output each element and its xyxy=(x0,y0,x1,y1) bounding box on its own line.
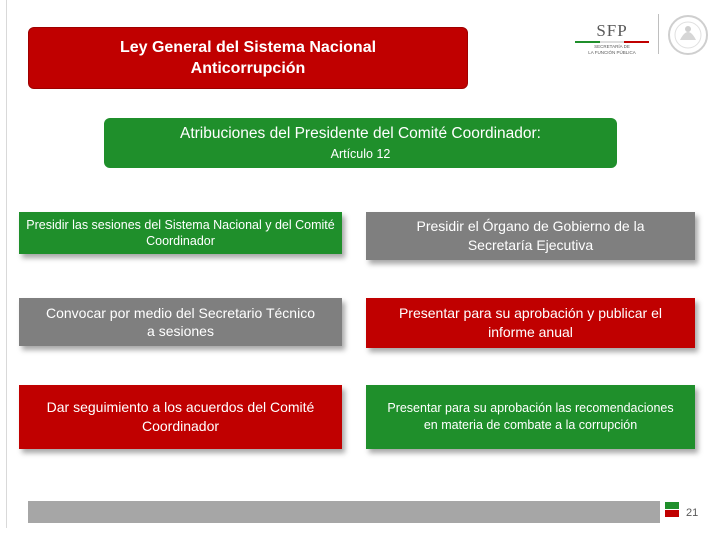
card-convocar xyxy=(19,298,342,346)
card-text: Convocar por medio del Secretario Técnico a sesiones xyxy=(46,305,315,339)
section-heading: Atribuciones del Presidente del Comité Coordinador: xyxy=(179,125,541,142)
card-text: Presidir el Órgano de Gobierno de la Secretaría Ejecutiva xyxy=(416,218,645,253)
footer-bar xyxy=(28,501,660,523)
card-text: Presentar para su aprobación las recomendaciones en materia de combate a la corrupción xyxy=(387,401,674,432)
card-text: Dar seguimiento a los acuerdos del Comité Coordinador xyxy=(46,399,315,434)
card-presentar-recomendaciones xyxy=(366,385,695,449)
title-banner xyxy=(28,27,468,89)
sfp-logo xyxy=(572,14,712,64)
left-border-line xyxy=(6,0,7,528)
card-presidir-sesiones xyxy=(19,212,342,254)
article-reference: Artículo 12 xyxy=(330,147,391,161)
card-text: Presentar para su aprobación y publicar el informe anual xyxy=(398,305,663,340)
title-line-2: Anticorrupción xyxy=(190,60,306,77)
logo-line-2: LA FUNCIÓN PÚBLICA xyxy=(588,50,636,55)
card-presentar-informe xyxy=(366,298,695,348)
logo-line-1: SECRETARÍA DE xyxy=(594,44,630,49)
national-seal-icon xyxy=(666,14,710,56)
tricolor-squares-icon xyxy=(665,502,679,518)
title-line-1: Ley General del Sistema Nacional xyxy=(119,39,377,56)
logo-divider xyxy=(658,14,659,54)
page-number: 21 xyxy=(686,507,699,519)
section-banner xyxy=(104,118,617,168)
card-presidir-organo xyxy=(366,212,695,260)
card-text: Presidir las sesiones del Sistema Nacional y del Comité Coordinador xyxy=(26,218,335,248)
card-dar-seguimiento xyxy=(19,385,342,449)
logo-tricolor-line xyxy=(575,41,649,43)
logo-acronym: SFP xyxy=(596,21,628,40)
